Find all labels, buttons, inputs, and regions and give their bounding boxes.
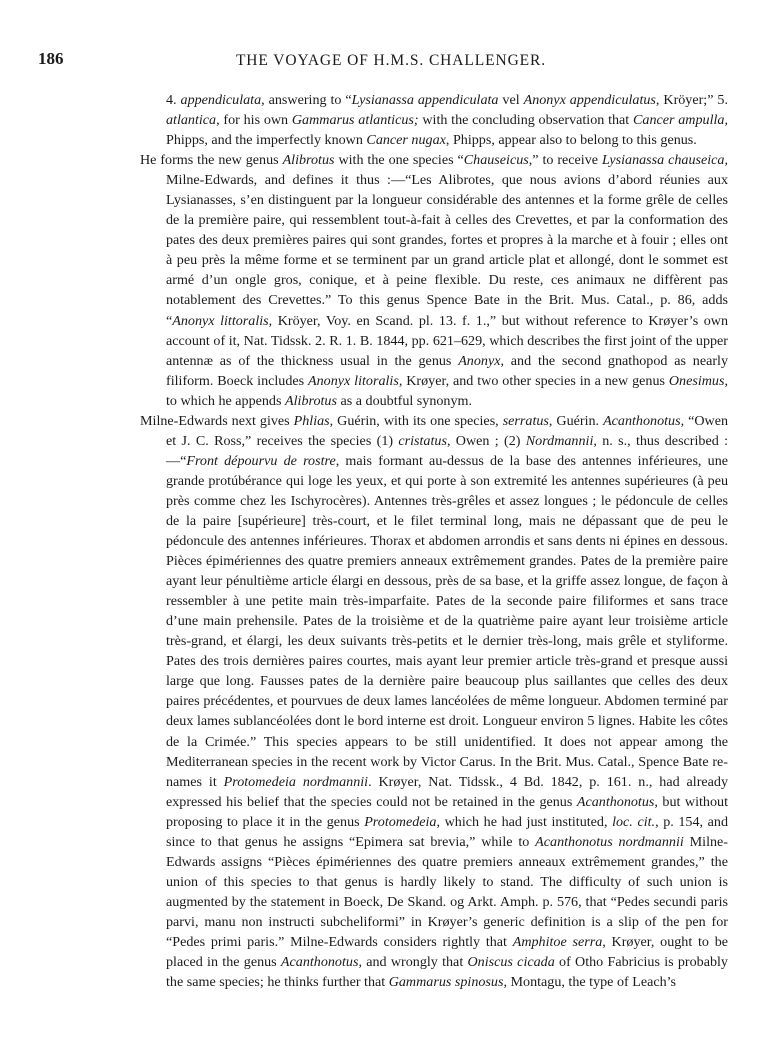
text-run: Milne-Edwards next gives — [140, 412, 294, 429]
text-run: , Krøyer, ought to be placed in the genus — [166, 933, 729, 971]
text-run: 4. — [166, 92, 181, 108]
text-run: vel — [498, 92, 524, 108]
text-run: , Phipps, and the imperfectly known — [166, 112, 728, 149]
italic-text: Cancer ampulla — [633, 112, 725, 129]
italic-text: appendiculata — [180, 92, 262, 108]
text-run: with the one species “ — [334, 152, 464, 169]
italic-text: Protomedeia nordmannii — [223, 773, 369, 790]
text-run: , for his own — [216, 112, 292, 129]
text-run: , Montagu, the type of Leach’s — [503, 974, 677, 991]
body-text — [140, 90, 728, 992]
text-run: , Milne-Edwards, and defines it thus :—“Les Alibrotes, que nous avions d’abord réunies aux Lysianasses, s’en distinguent par la longueur considérable des antennes et la forme grêle de celles de la première paire, qui ressemblent tout-à-fait à celles des Crevettes, et par la conformation des pates des deux premières paires qui sont grandes, fortes et propres à la marche et à fouir ; elles ont à peu près la même forme et se terminent par un grand article plat et allongé, dont le sommet est armé d’un ongle gros, conique, et à peine flexible. Du reste, ces animaux ne diffèrent pas notablement des Crevettes.” To this genus Spence Bate in the Brit. Mus. Catal., p. 86, adds “ — [166, 152, 729, 329]
text-run: ,” to receive — [528, 152, 602, 169]
paragraph — [140, 150, 728, 411]
italic-text: Acanthonotus — [280, 954, 359, 971]
italic-text: Phlias — [293, 412, 330, 429]
text-run: , Kröyer;” 5. — [655, 92, 728, 108]
text-run: with the concluding observation that — [418, 112, 633, 129]
italic-text: Acanthonotus nordmannii — [535, 833, 684, 850]
text-run: , Phipps, appear also to belong to this genus. — [445, 132, 697, 149]
text-run: , which he had just instituted, — [436, 813, 613, 830]
text-run: , “Owen et J. C. Ross,” receives the species (1) — [166, 412, 728, 449]
italic-text: Acanthonotus — [576, 793, 655, 810]
italic-text: Chauseicus — [463, 152, 529, 169]
text-run: , Guérin. — [548, 412, 604, 429]
text-run: , and the second gnathopod as nearly filiform. Boeck includes — [166, 352, 728, 389]
text-run: , answering to “ — [261, 92, 352, 108]
italic-text: serratus — [502, 412, 549, 429]
paragraph — [140, 411, 728, 992]
italic-text: atlantica — [166, 112, 217, 129]
text-run: , mais formant au-dessus de la base des antennes inférieures, une grande protúbérance qui loge les yeux, et qui porte à son extremité les antennes supérieures (à peu près comme chez les Ischyrocères). Antennes très-grêles et assez longues ; le pédoncule de celles de la paire [supérieure] très-court, et le filet terminal long, mais ne dépassant que de peu le pédoncule des antennes inférieures. Thorax et abdomen arrondis et sans dents ni épines en dessous. Pièces épimériennes des quatre premiers anneaux extrêmement grandes. Pates de la première paire ayant leur pénultième article élargi en dessous, près de sa base, et la griffe assez longue, de façon à ressembler à une petite main très-imparfaite. Pates de la seconde paire filiformes et sans trace d’une main prehensile. Pates de la troisième et de la quatrième paire ayant leur troisième article très-grand, et élargi, les deux suivants très-petits et le dernier très-long, mais grêle et styliforme. Pates des trois dernières paires courtes, mais ayant leur premier article très-grand et presque aussi large que long. Fausses pates de la dernière paire beaucoup plus saillantes que celles des deux paires précédentes, et pourvues de deux lames lancéolées de même longueur. Abdomen terminé par deux lames sublancéolées dont le bord interne est droit. Longueur environ 5 lignes. Habite les côtes de la Crimée.” This species appears to be still unidentified. It does not appear among the Mediterranean species in the recent work by Victor Carus. In the Brit. Mus. Catal., Spence Bate re-names it — [166, 452, 728, 790]
text-run: , to which he appends — [166, 372, 728, 409]
italic-text: Amphitoe serra — [512, 933, 603, 950]
italic-text: Anonyx littoralis — [172, 312, 269, 329]
text-run: . Krøyer, Nat. Tidssk., 4 Bd. 1842, p. 161. n., had already expressed his belief that the species could not be retained in the genus — [166, 773, 728, 810]
italic-text: Protomedeia — [364, 813, 437, 830]
italic-text: Gammarus atlanticus; — [291, 112, 419, 129]
text-run: , but without proposing to place it in the genus — [166, 793, 728, 830]
italic-text: Anonyx appendiculatus — [523, 92, 656, 108]
text-run: , p. 154, and since to that genus he assigns “Epimera sat brevia,” while to — [166, 813, 728, 850]
text-run: , n. s., thus described :—“ — [166, 432, 728, 469]
text-run: , Kröyer, Voy. en Scand. pl. 13. f. 1.,” but without reference to Krøyer’s own account of it, Nat. Tidssk. 2. R. 1. B. 1844, pp. 621–629, which describes the first joint of the upper antennæ as of the thickness usual in the genus — [166, 312, 728, 369]
text-run: , Owen ; (2) — [446, 432, 526, 449]
italic-text: Oniscus cicada — [467, 954, 555, 971]
italic-text: Anonyx litoralis — [308, 372, 399, 389]
italic-text: Alibrotus — [285, 392, 337, 409]
italic-text: Front dépourvu de rostre — [186, 452, 336, 469]
italic-text: Lysianassa appendiculata — [351, 92, 499, 108]
text-run: as a doubtful synonym. — [336, 392, 473, 409]
text-run: , and wrongly that — [358, 954, 468, 971]
italic-text: Gammarus spinosus — [388, 974, 504, 991]
text-run: He forms the new genus — [140, 152, 283, 169]
italic-text: loc. cit. — [612, 813, 656, 830]
text-run: , Guérin, with its one species, — [329, 412, 503, 429]
italic-text: cristatus — [398, 432, 447, 449]
italic-text: Lysianassa chauseica — [601, 152, 725, 169]
italic-text: Nordmannii — [525, 432, 594, 449]
italic-text: Anonyx — [458, 352, 501, 369]
text-run: Milne-Edwards assigns “Pièces épimériennes des quatre premiers anneaux extrêmement grandes,” the union of this species to that genus is hardly likely to stand. The difficulty of such union is augmented by the statement in Boeck, De Skand. og Arkt. Amph. p. 576, that “Pedes secundi paris parvi, manu non instructi subcheliformi” in Krøyer’s generic definition is a slip of the pen for “Pedes primi paris.” Milne-Edwards considers rightly that — [166, 833, 728, 950]
running-title: THE VOYAGE OF H.M.S. CHALLENGER. — [235, 52, 547, 69]
italic-text: Cancer nugax — [366, 132, 446, 149]
italic-text: Onesimus — [668, 372, 725, 389]
page-number: 186 — [38, 49, 64, 68]
italic-text: Acanthonotus — [603, 412, 681, 429]
italic-text: Alibrotus — [282, 152, 335, 169]
page-header — [38, 49, 744, 71]
text-run: of Otho Fabricius is probably the same species; he thinks further that — [166, 954, 728, 991]
paragraph — [140, 90, 728, 150]
text-run: , Krøyer, and two other species in a new genus — [398, 372, 669, 389]
